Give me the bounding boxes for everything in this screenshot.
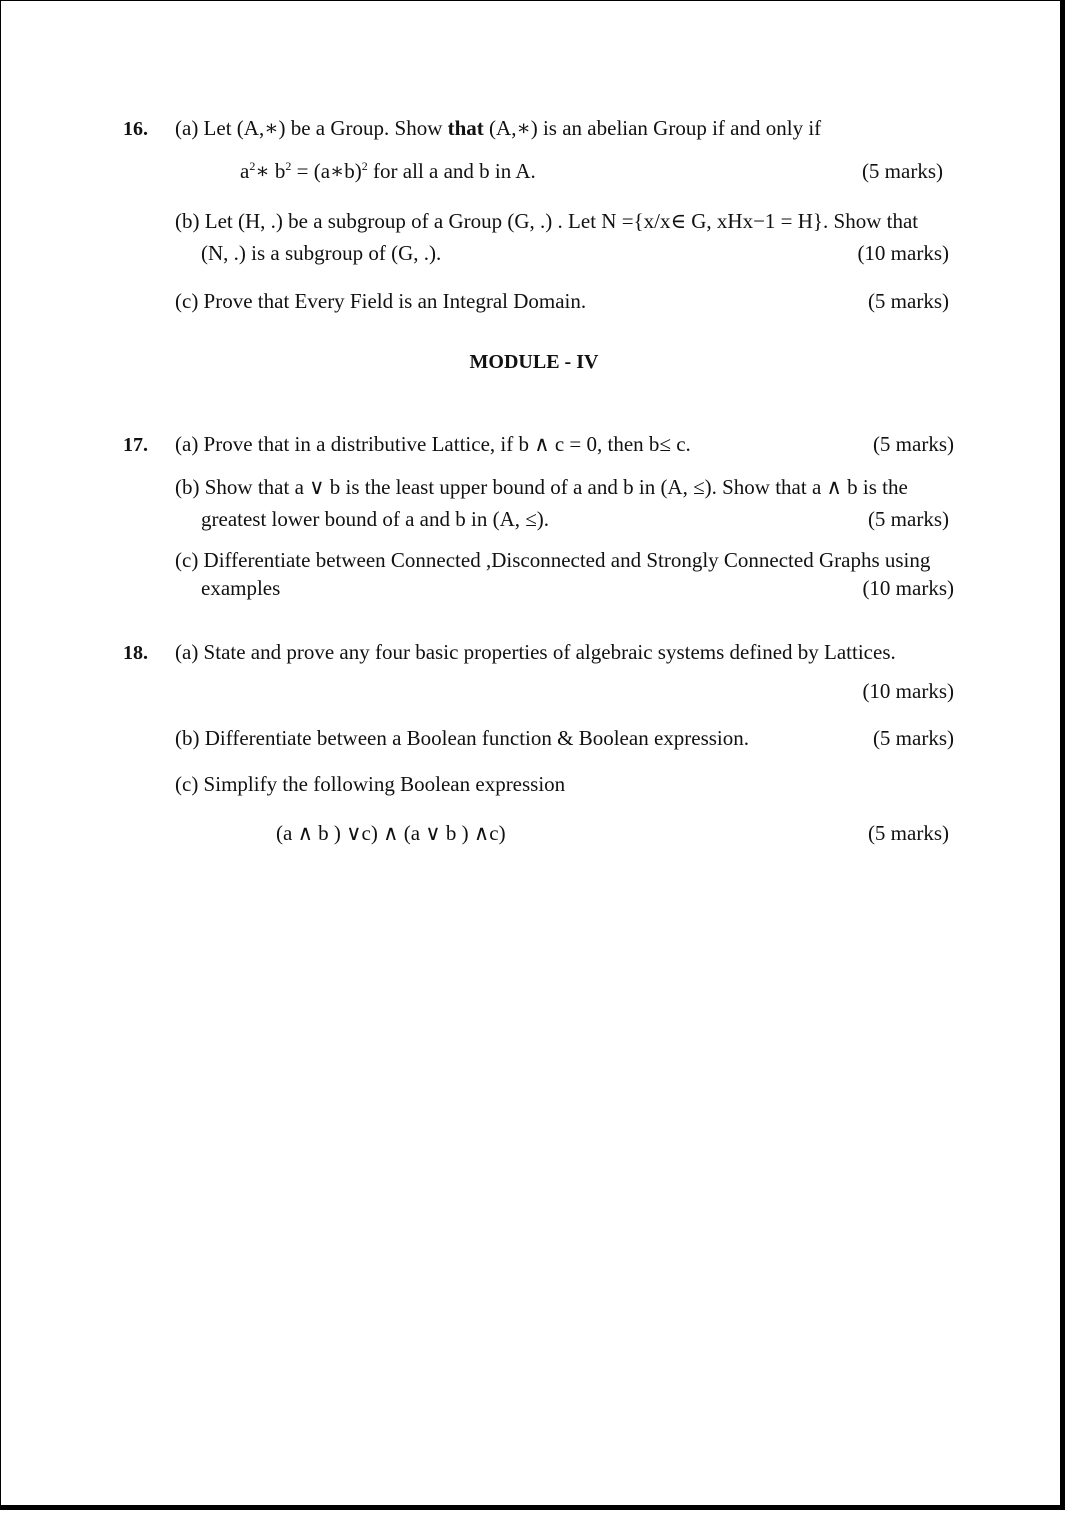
question-16b-line1: (b) Let (H, .) be a subgroup of a Group (G, .) . Let N ={x/x∈ G, xHx−1 = H}. Show that bbox=[175, 209, 919, 233]
question-17a-marks: (5 marks) bbox=[872, 432, 954, 456]
question-16a-post: (A,∗) is an abelian Group if and only if bbox=[483, 116, 822, 140]
question-17a-text: (a) Prove that in a distributive Lattice, if b ∧ c = 0, then b≤ c. bbox=[175, 432, 691, 456]
question-16a-equation bbox=[240, 158, 536, 184]
question-16a-bold: that bbox=[447, 116, 484, 140]
eq-sup-3: 2 bbox=[361, 159, 368, 173]
question-18c-text: (c) Simplify the following Boolean expression bbox=[175, 772, 566, 796]
question-17c-marks: (10 marks) bbox=[862, 576, 954, 600]
question-16a-marks: (5 marks) bbox=[861, 159, 943, 183]
eq-part-1: a bbox=[240, 159, 250, 183]
question-18c-marks: (5 marks) bbox=[867, 821, 949, 845]
eq-part-2: ∗ b bbox=[255, 159, 286, 183]
question-16c-text: (c) Prove that Every Field is an Integral Domain. bbox=[175, 289, 587, 313]
eq-sup-1: 2 bbox=[249, 159, 256, 173]
question-18b-text: (b) Differentiate between a Boolean function & Boolean expression. bbox=[175, 726, 750, 750]
question-16c-marks: (5 marks) bbox=[867, 289, 949, 313]
question-17c-line1: (c) Differentiate between Connected ,Disconnected and Strongly Connected Graphs using bbox=[175, 548, 931, 572]
question-18b-marks: (5 marks) bbox=[872, 726, 954, 750]
question-18a-text: (a) State and prove any four basic properties of algebraic systems defined by Lattices. bbox=[175, 640, 896, 664]
question-number-18: 18. bbox=[123, 642, 148, 664]
eq-part-3: = (a∗b) bbox=[291, 159, 362, 183]
eq-sup-2: 2 bbox=[285, 159, 292, 173]
question-17b-marks: (5 marks) bbox=[867, 507, 949, 531]
module-heading: MODULE - IV bbox=[469, 351, 599, 373]
eq-part-4: for all a and b in A. bbox=[367, 159, 536, 183]
question-17c-line2: examples bbox=[201, 576, 281, 600]
question-16a-pre: (a) Let (A,∗) be a Group. Show bbox=[175, 116, 448, 140]
question-16b-marks: (10 marks) bbox=[857, 241, 949, 265]
question-17b-line2: greatest lower bound of a and b in (A, ≤). bbox=[201, 507, 550, 531]
question-18a-marks: (10 marks) bbox=[862, 679, 954, 703]
question-16b-line2: (N, .) is a subgroup of (G, .). bbox=[201, 241, 442, 265]
question-17b-line1: (b) Show that a ∨ b is the least upper bound of a and b in (A, ≤). Show that a ∧ b is the bbox=[175, 475, 908, 499]
question-number-17: 17. bbox=[123, 434, 148, 456]
question-16a-text bbox=[175, 115, 821, 141]
question-18c-expression: (a ∧ b ) ∨c) ∧ (a ∨ b ) ∧c) bbox=[276, 821, 506, 845]
question-number-16: 16. bbox=[123, 118, 148, 140]
